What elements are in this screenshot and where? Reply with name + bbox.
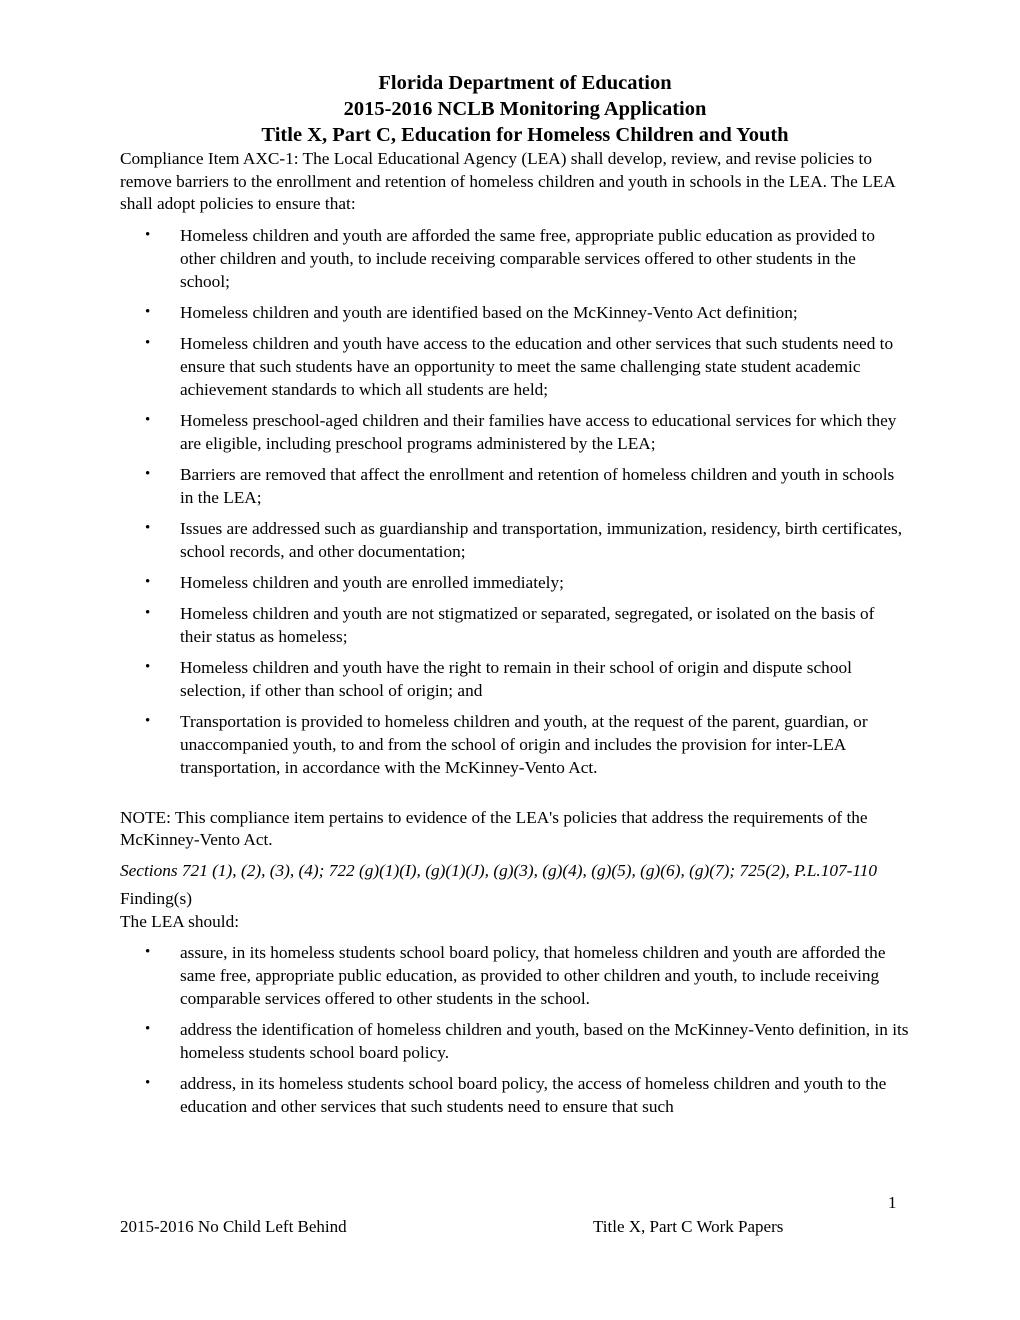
- list-item: [120, 463, 910, 509]
- list-item-text: Transportation is provided to homeless children and youth, at the request of the parent, guardian, or unaccompanied youth, to and from the school of origin and includes the provision for inter-LEA transportation, in accordance with the McKinney-Vento Act.: [180, 711, 868, 777]
- list-item-text: Homeless children and youth are not stigmatized or separated, segregated, or isolated on the basis of their status as homeless;: [180, 603, 875, 646]
- statute-sections: Sections 721 (1), (2), (3), (4); 722 (g)(1)(I), (g)(1)(J), (g)(3), (g)(4), (g)(5), (g)(6), (g)(7); 725(2), P.L.107-110: [120, 860, 878, 880]
- header-program-title: Title X, Part C, Education for Homeless Children and Youth: [261, 124, 789, 146]
- list-item: [120, 301, 910, 324]
- header-application: 2015-2016 NCLB Monitoring Application: [343, 98, 707, 120]
- bullet-icon: •: [145, 1075, 151, 1091]
- bullet-icon: •: [145, 519, 151, 536]
- list-item: [120, 409, 910, 455]
- list-item-text: assure, in its homeless students school board policy, that homeless children and youth are afforded the same free, appropriate public education, as provided to other children and youth, to include receiving comparable services offered to other students in the school.: [180, 943, 886, 1008]
- list-item: [120, 710, 910, 779]
- list-item-text: Barriers are removed that affect the enrollment and retention of homeless children and youth in schools in the LEA;: [180, 464, 895, 507]
- page-number: 1: [888, 1193, 897, 1212]
- bullet-icon: •: [145, 303, 151, 320]
- list-item-text: Homeless children and youth are identified based on the McKinney-Vento Act definition;: [180, 302, 798, 322]
- bullet-icon: •: [145, 334, 151, 351]
- bullet-icon: •: [145, 573, 151, 590]
- list-item-text: Homeless children and youth have the right to remain in their school of origin and dispute school selection, if other than school of origin; and: [180, 657, 852, 700]
- list-item: [120, 517, 910, 563]
- document-page: [120, 70, 910, 1126]
- bullet-icon: •: [145, 944, 151, 960]
- findings-lead: The LEA should:: [120, 911, 240, 931]
- bullet-icon: •: [145, 1021, 151, 1037]
- findings-heading: Finding(s): [120, 889, 193, 908]
- list-item: [120, 1018, 910, 1064]
- header-agency: Florida Department of Education: [378, 72, 672, 94]
- compliance-item-intro: Compliance Item AXC-1: The Local Educational Agency (LEA) shall develop, review, and revise policies to remove barriers to the enrollment and retention of homeless children and youth in schools in the LEA. The LEA shall adopt policies to ensure that:: [120, 149, 895, 213]
- list-item-text: Homeless children and youth are enrolled immediately;: [180, 572, 564, 592]
- footer-left: 2015-2016 No Child Left Behind: [120, 1217, 347, 1236]
- list-item: [120, 602, 910, 648]
- bullet-icon: •: [145, 604, 151, 621]
- bullet-icon: •: [145, 465, 151, 482]
- list-item: [120, 1072, 910, 1118]
- list-item: [120, 941, 910, 1010]
- findings-list: [120, 941, 910, 1118]
- bullet-icon: •: [145, 712, 151, 729]
- bullet-icon: •: [145, 658, 151, 675]
- list-item-text: Homeless children and youth are afforded the same free, appropriate public education as provided to other children and youth, to include receiving comparable services offered to other students in the school;: [180, 225, 875, 291]
- list-item-text: Homeless children and youth have access to the education and other services that such students need to ensure that such students have an opportunity to meet the same challenging state student academic achievement standards to which all students are held;: [180, 333, 894, 399]
- footer-right: Title X, Part C Work Papers: [593, 1217, 784, 1236]
- list-item-text: address the identification of homeless children and youth, based on the McKinney-Vento definition, in its homeless students school board policy.: [180, 1020, 909, 1062]
- list-item: [120, 332, 910, 401]
- list-item-text: address, in its homeless students school board policy, the access of homeless children and youth to the education and other services that such students need to ensure that such: [180, 1074, 887, 1116]
- list-item-text: Homeless preschool-aged children and their families have access to educational services for which they are eligible, including preschool programs administered by the LEA;: [180, 410, 897, 453]
- list-item: [120, 571, 910, 594]
- compliance-requirements-list: [120, 224, 910, 779]
- list-item-text: Issues are addressed such as guardianship and transportation, immunization, residency, birth certificates, school records, and other documentation;: [180, 518, 903, 561]
- compliance-note: NOTE: This compliance item pertains to evidence of the LEA's policies that address the requirements of the McKinney-Vento Act.: [120, 807, 868, 849]
- bullet-icon: •: [145, 411, 151, 428]
- list-item: [120, 656, 910, 702]
- list-item: [120, 224, 910, 293]
- bullet-icon: •: [145, 226, 151, 243]
